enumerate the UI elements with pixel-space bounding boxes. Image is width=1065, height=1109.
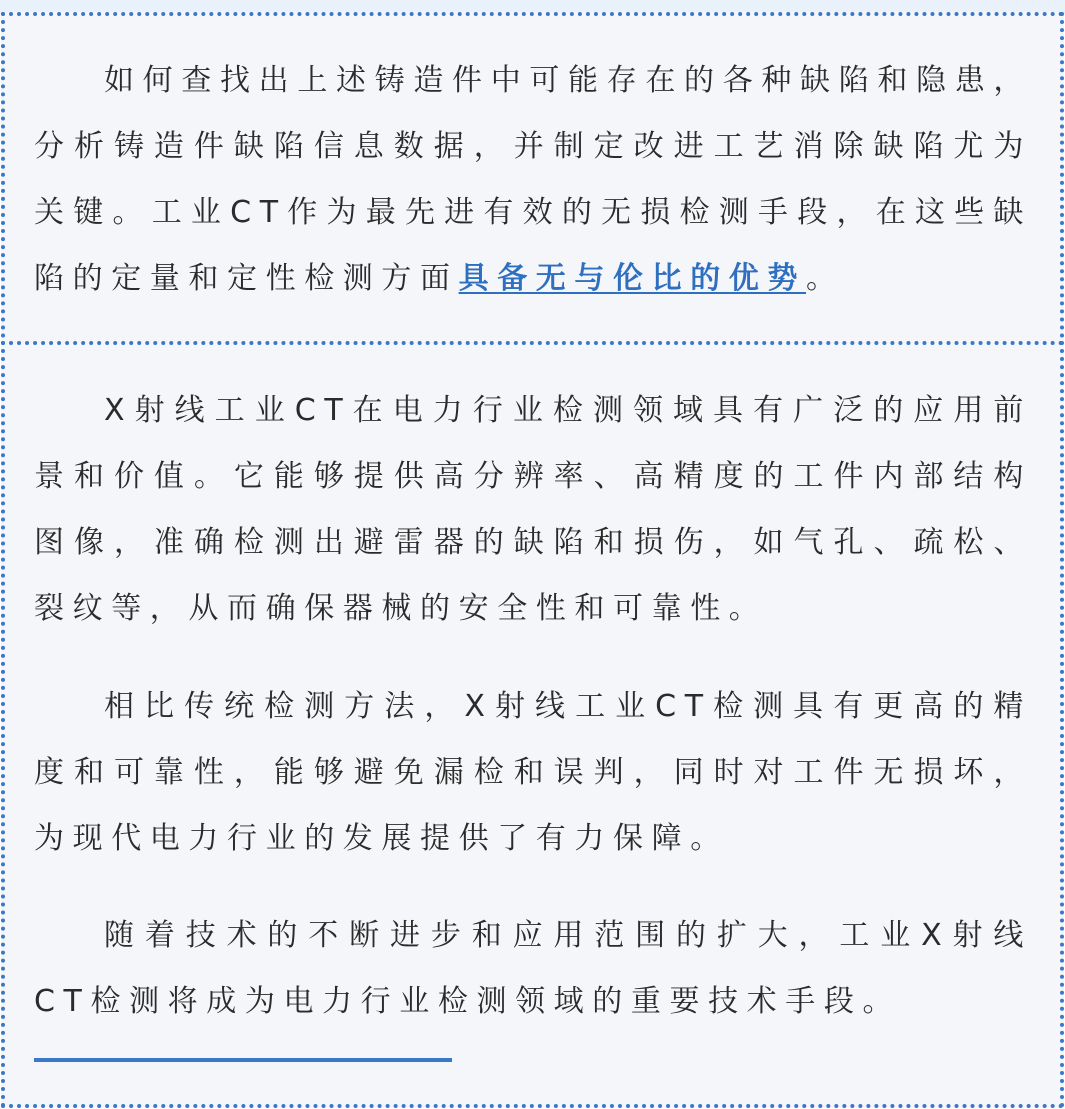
advantage-highlight-link[interactable]: 具备无与伦比的优势 [458, 261, 807, 296]
paragraph-applications: X射线工业CT在电力行业检测领域具有广泛的应用前景和价值。它能够提供高分辨率、高精度的工件内部结构图像，准确检测出避雷器的缺陷和损伤，如气孔、疏松、裂纹等，从而确保器械的安全性和可靠性。 [34, 393, 1032, 626]
bottom-divider-line [34, 1058, 452, 1062]
paragraph-comparison: 相比传统检测方法，X射线工业CT检测具有更高的精度和可靠性，能够避免漏检和误判，同时对工件无损坏，为现代电力行业的发展提供了有力保障。 [34, 689, 1032, 856]
intro-text: 如何查找出上述铸造件中可能存在的各种缺陷和隐患，分析铸造件缺陷信息数据，并制定改进工艺消除缺陷尤为关键。工业CT作为最先进有效的无损检测手段，在这些缺陷的定量和定性检测方面 [34, 63, 1032, 296]
paragraph-outlook: 随着技术的不断进步和应用范围的扩大，工业X射线CT检测将成为电力行业检测领域的重要技术手段。 [34, 918, 1032, 1019]
intro-paragraph [34, 48, 1032, 312]
intro-period: 。 [806, 261, 845, 296]
